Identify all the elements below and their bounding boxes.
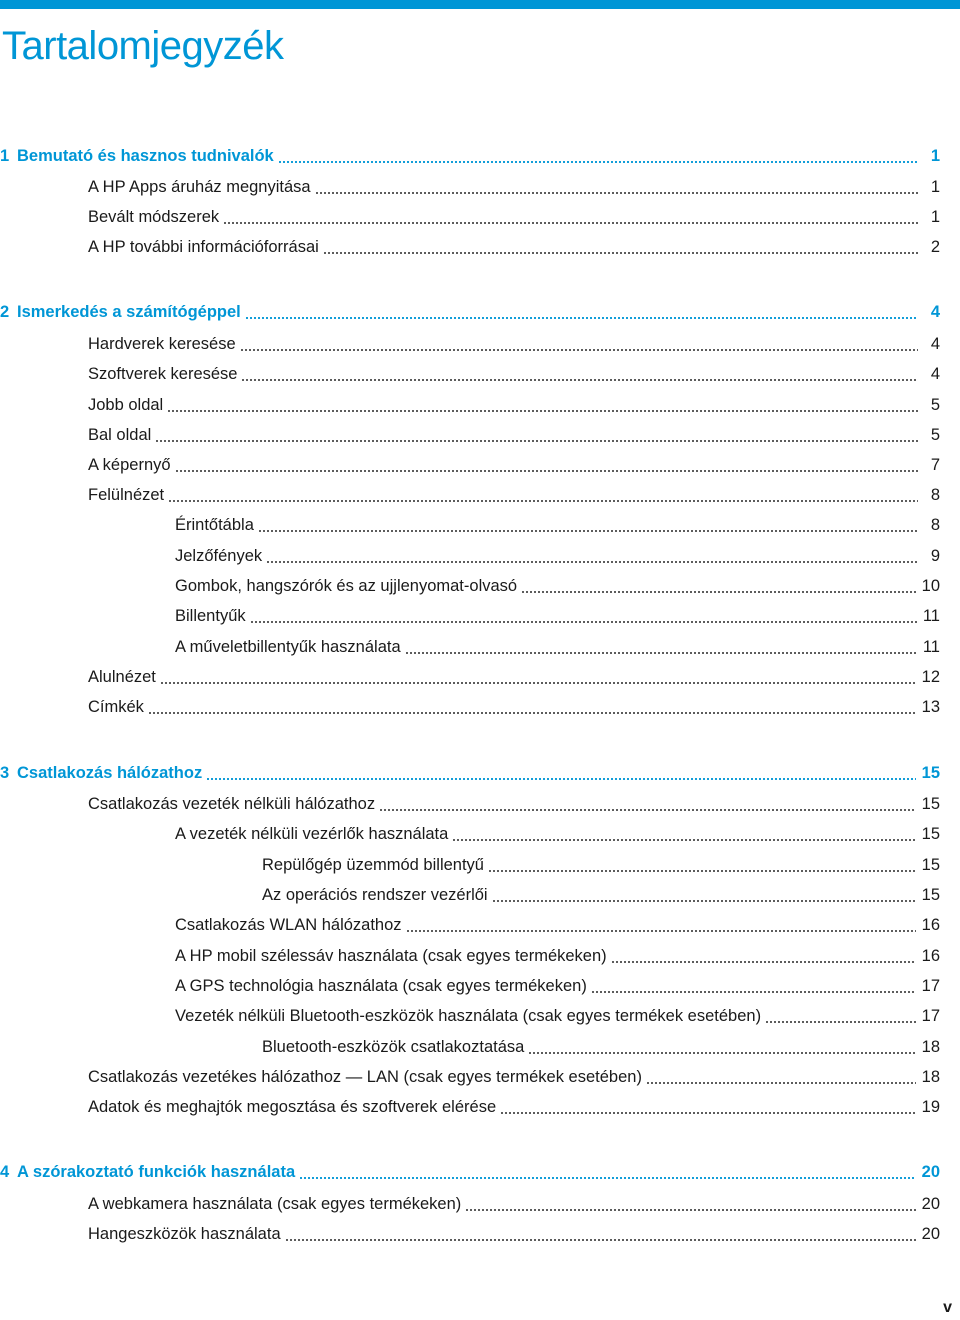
toc-chapter-3[interactable] [0,758,940,788]
toc-entry[interactable] [88,390,940,420]
toc-entry[interactable] [175,941,940,971]
page-number: 4 [930,365,940,383]
page-number: 15 [921,856,940,874]
chapter-title: Csatlakozás hálózathoz [17,764,203,782]
dot-leader [405,652,917,654]
toc-entry[interactable] [175,541,940,571]
toc-entry[interactable] [175,971,940,1001]
entry-title: A HP Apps áruház megnyitása [88,178,311,196]
chapter-number: 2 [0,303,10,321]
toc-entry[interactable] [88,1189,940,1219]
dot-leader [452,839,915,841]
entry-title: Bal oldal [88,426,152,444]
dot-leader [765,1021,916,1023]
entry-title: Hardverek keresése [88,335,236,353]
toc-entry[interactable] [262,850,940,880]
entry-title: Érintőtábla [175,516,254,534]
entry-title: A HP mobil szélessáv használata (csak egyes termékeken) [175,947,607,965]
entry-title: Adatok és meghajtók megosztása és szoftverek elérése [88,1098,497,1116]
dot-leader [500,1112,916,1114]
page-number: 15 [921,795,940,813]
page-number: 1 [930,178,940,196]
entry-title: Bevált módszerek [88,208,220,226]
entry-title: Szoftverek keresése [88,365,238,383]
entry-title: A webkamera használata (csak egyes termékeken) [88,1195,462,1213]
toc-entry[interactable] [88,420,940,450]
entry-title: Az operációs rendszer vezérlői [262,886,488,904]
toc-entry[interactable] [88,202,940,232]
entry-title: A GPS technológia használata (csak egyes termékeken) [175,977,587,995]
page-number: 11 [922,638,940,656]
entry-title: Jelzőfények [175,547,263,565]
page-number: 16 [921,947,940,965]
entry-title: A műveletbillentyűk használata [175,638,401,656]
page-number: 1 [930,208,940,226]
dot-leader [223,222,918,224]
page-number: 4 [930,335,940,353]
page-number: 8 [930,516,940,534]
toc-chapter-1[interactable] [0,141,940,171]
page-number: 20 [921,1195,940,1213]
dot-leader [241,379,918,381]
entry-title: Felülnézet [88,486,165,504]
page-number: 15 [921,886,940,904]
dot-leader [299,1177,916,1179]
dot-leader [148,712,916,714]
dot-leader [250,621,917,623]
toc-entry[interactable] [175,910,940,940]
page-number: 12 [921,668,940,686]
dot-leader [245,317,918,319]
chapter-number: 1 [0,147,10,165]
chapter-title: Ismerkedés a számítógéppel [17,303,241,321]
toc-entry[interactable] [175,571,940,601]
chapter-title: Bemutató és hasznos tudnivalók [17,147,274,165]
page-number: 10 [921,577,940,595]
page-number: 18 [921,1038,940,1056]
entry-title: Jobb oldal [88,396,164,414]
toc-entry[interactable] [88,172,940,202]
dot-leader [646,1082,916,1084]
entry-title: Címkék [88,698,144,716]
toc-entry[interactable] [175,819,940,849]
dot-leader [406,930,916,932]
dot-leader [206,778,915,780]
entry-title: Csatlakozás vezeték nélküli hálózathoz [88,795,376,813]
dot-leader [379,809,916,811]
toc-entry[interactable] [175,601,940,631]
page-number: 4 [930,303,940,321]
entry-title: Billentyűk [175,607,246,625]
page-number: 5 [930,396,940,414]
toc-entry[interactable] [88,480,940,510]
dot-leader [521,591,916,593]
dot-leader [168,500,918,502]
dot-leader [611,961,916,963]
toc-entry[interactable] [175,632,940,662]
dot-leader [285,1239,916,1241]
toc-chapter-4[interactable] [0,1157,940,1187]
toc-entry[interactable] [88,450,940,480]
page-number: 17 [921,977,940,995]
page-number: 9 [930,547,940,565]
entry-title: A HP további információforrásai [88,238,319,256]
dot-leader [465,1209,915,1211]
dot-leader [258,530,918,532]
page-number: 13 [921,698,940,716]
page-number: 19 [921,1098,940,1116]
toc-entry[interactable] [88,1219,940,1249]
page-number: 18 [921,1068,940,1086]
entry-title: Hangeszközök használata [88,1225,281,1243]
footer-page-number: v [943,1299,952,1316]
chapter-title: A szórakoztató funkciók használata [17,1163,296,1181]
toc-entry[interactable] [175,510,940,540]
page-number: 7 [930,456,940,474]
page-number: 16 [921,916,940,934]
entry-title: Gombok, hangszórók és az ujjlenyomat-olvasó [175,577,518,595]
page-number: 1 [930,147,940,165]
dot-leader [175,470,918,472]
dot-leader [591,991,916,993]
dot-leader [240,349,918,351]
page-number: 20 [921,1163,940,1181]
toc-entry[interactable] [175,1001,940,1031]
dot-leader [528,1052,915,1054]
chapter-number: 3 [0,764,10,782]
toc-entry[interactable] [88,662,940,692]
page-number: 15 [921,825,940,843]
dot-leader [323,252,918,254]
toc-entry[interactable] [88,232,940,262]
page-number: 17 [921,1007,940,1025]
dot-leader [315,192,918,194]
entry-title: Alulnézet [88,668,156,686]
page-number: 15 [921,764,940,782]
page-number: 8 [930,486,940,504]
page-number: 5 [930,426,940,444]
toc-entry[interactable] [88,692,940,722]
entry-title: Csatlakozás vezetékes hálózathoz — LAN (csak egyes termékek esetében) [88,1068,642,1086]
chapter-number: 4 [0,1163,10,1181]
dot-leader [278,161,918,163]
dot-leader [160,682,916,684]
toc-entry[interactable] [88,1062,940,1092]
dot-leader [488,870,916,872]
page-number: 11 [922,607,940,625]
entry-title: Bluetooth-eszközök csatlakoztatása [262,1038,525,1056]
entry-title: Repülőgép üzemmód billentyű [262,856,484,874]
toc-chapter-2[interactable] [0,297,940,327]
toc-entry[interactable] [88,789,940,819]
dot-leader [155,440,918,442]
toc-entry[interactable] [88,329,940,359]
page-number: 20 [921,1225,940,1243]
entry-title: A vezeték nélküli vezérlők használata [175,825,449,843]
entry-title: Vezeték nélküli Bluetooth-eszközök használata (csak egyes termékek esetében) [175,1007,762,1025]
page-title: Tartalomjegyzék [2,24,284,68]
toc-entry[interactable] [88,1092,940,1122]
toc-entry[interactable] [262,1032,940,1062]
entry-title: Csatlakozás WLAN hálózathoz [175,916,402,934]
toc-entry[interactable] [262,880,940,910]
dot-leader [266,561,918,563]
top-rule [0,0,960,9]
page-number: 2 [930,238,940,256]
entry-title: A képernyő [88,456,171,474]
dot-leader [167,410,918,412]
dot-leader [492,900,916,902]
toc-entry[interactable] [88,359,940,389]
